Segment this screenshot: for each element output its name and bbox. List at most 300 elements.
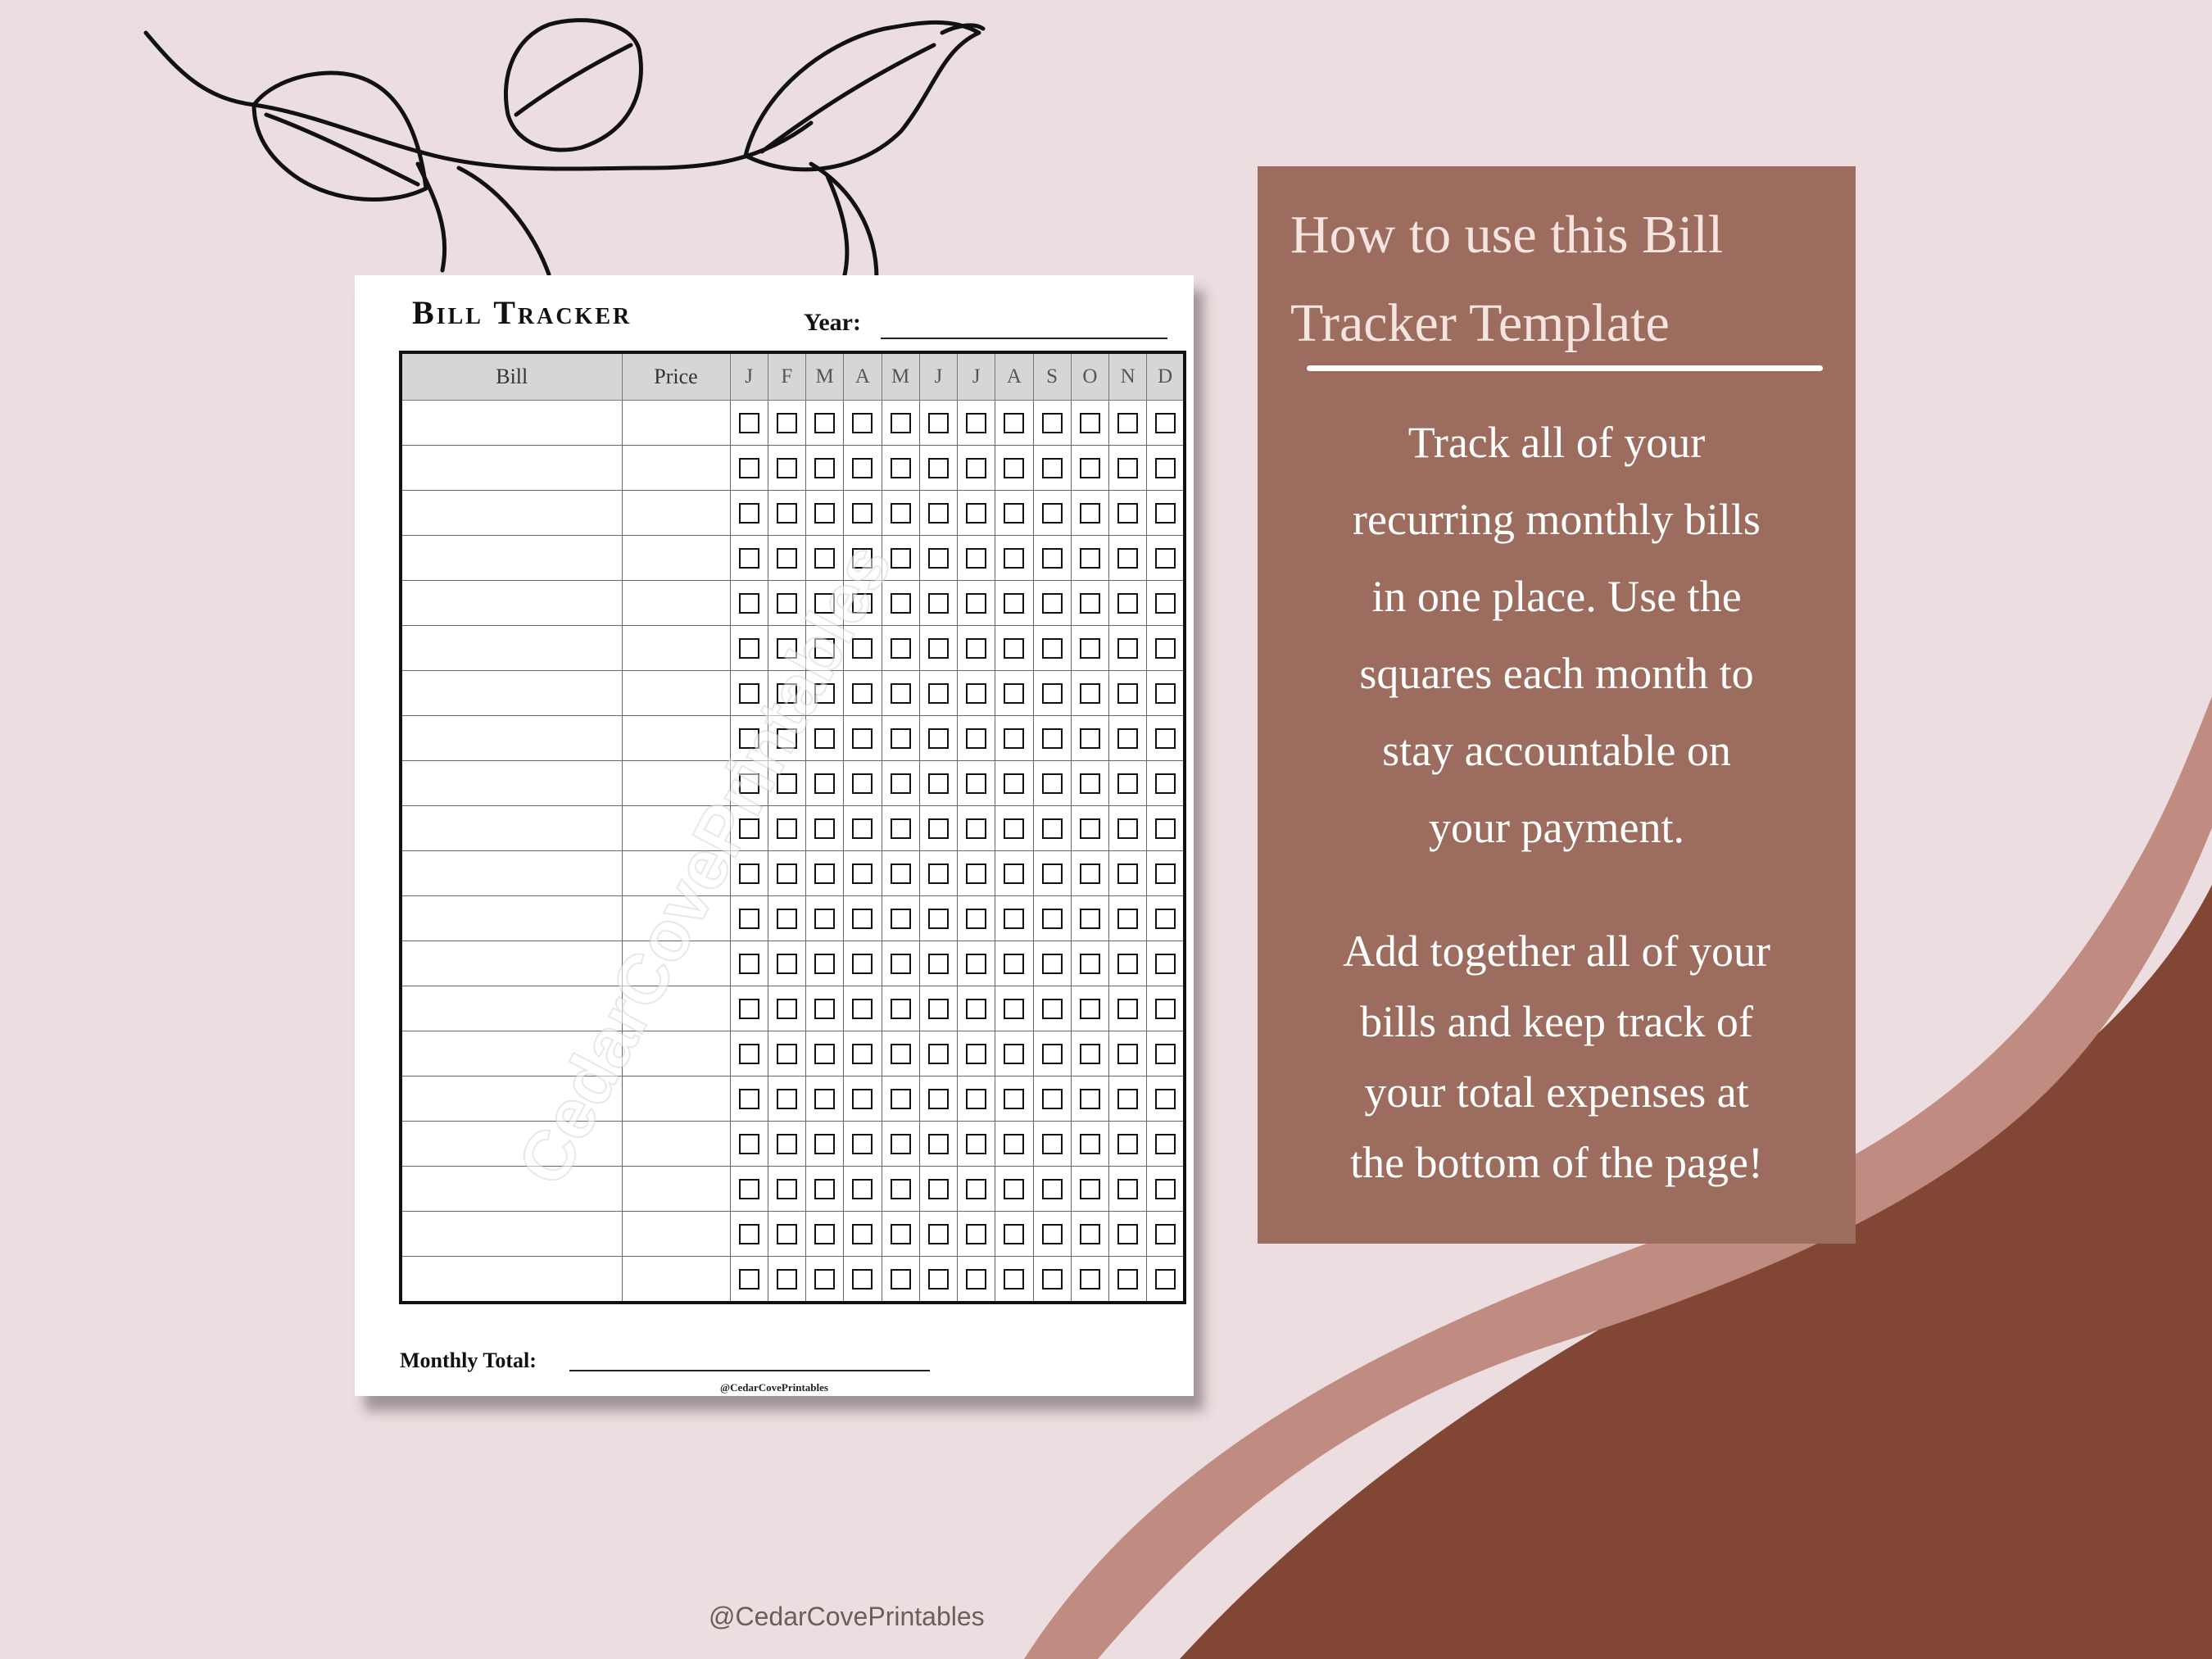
- month-cell: [1071, 1077, 1108, 1122]
- checkbox-square: [1004, 728, 1024, 749]
- checkbox-square: [1042, 999, 1063, 1019]
- month-cell: [844, 1122, 882, 1167]
- month-cell: [730, 446, 768, 491]
- price-cell: [622, 761, 730, 806]
- month-cell: [882, 671, 919, 716]
- checkbox-square: [852, 503, 873, 524]
- checkbox-square: [1155, 1269, 1176, 1290]
- checkbox-square: [814, 683, 835, 704]
- month-cell: [958, 806, 995, 851]
- checkbox-square: [891, 1044, 911, 1064]
- bill-cell: [401, 626, 622, 671]
- checkbox-square: [1117, 1179, 1138, 1199]
- month-cell: [806, 806, 844, 851]
- month-cell: [1109, 1077, 1147, 1122]
- year-blank-line: [881, 338, 1167, 339]
- checkbox-square: [777, 863, 797, 884]
- checkbox-square: [777, 728, 797, 749]
- checkbox-square: [814, 1224, 835, 1244]
- checkbox-square: [891, 1269, 911, 1290]
- month-column-header: J: [958, 352, 995, 401]
- checkbox-square: [1004, 909, 1024, 929]
- checkbox-square: [1042, 548, 1063, 569]
- checkbox-square: [1117, 548, 1138, 569]
- month-cell: [919, 716, 957, 761]
- month-cell: [1033, 1257, 1071, 1303]
- checkbox-square: [1004, 1224, 1024, 1244]
- checkbox-square: [777, 999, 797, 1019]
- table-row: [401, 626, 1185, 671]
- month-cell: [882, 581, 919, 626]
- checkbox-square: [1117, 954, 1138, 974]
- month-cell: [919, 581, 957, 626]
- price-cell: [622, 986, 730, 1031]
- checkbox-square: [928, 818, 949, 839]
- bill-column-header: Bill: [401, 352, 622, 401]
- instructions-panel: [1258, 166, 1856, 1244]
- month-cell: [995, 671, 1033, 716]
- month-cell: [768, 1031, 805, 1077]
- checkbox-square: [1117, 1089, 1138, 1109]
- checkbox-square: [739, 1179, 759, 1199]
- month-cell: [1147, 671, 1185, 716]
- table-row: [401, 1031, 1185, 1077]
- checkbox-square: [1155, 954, 1176, 974]
- month-cell: [806, 626, 844, 671]
- table-row: [401, 401, 1185, 446]
- monthly-total-blank-line: [569, 1370, 930, 1371]
- checkbox-square: [1042, 593, 1063, 614]
- month-cell: [730, 626, 768, 671]
- table-row: [401, 896, 1185, 941]
- month-cell: [806, 761, 844, 806]
- checkbox-square: [777, 1224, 797, 1244]
- bill-cell: [401, 851, 622, 896]
- checkbox-square: [1117, 638, 1138, 659]
- price-column-header: Price: [622, 352, 730, 401]
- month-cell: [768, 536, 805, 581]
- checkbox-square: [928, 863, 949, 884]
- month-cell: [1033, 536, 1071, 581]
- month-cell: [919, 491, 957, 536]
- checkbox-square: [1042, 1134, 1063, 1154]
- checkbox-square: [1080, 728, 1100, 749]
- checkbox-square: [928, 593, 949, 614]
- checkbox-square: [852, 593, 873, 614]
- month-cell: [882, 446, 919, 491]
- month-cell: [882, 806, 919, 851]
- checkbox-square: [928, 1224, 949, 1244]
- instructions-title: [1290, 191, 1815, 368]
- month-cell: [958, 536, 995, 581]
- month-cell: [1033, 941, 1071, 986]
- month-cell: [1071, 1212, 1108, 1257]
- month-cell: [1071, 986, 1108, 1031]
- month-cell: [1147, 536, 1185, 581]
- month-cell: [768, 941, 805, 986]
- bill-cell: [401, 1031, 622, 1077]
- bill-tracker-table: [399, 351, 1186, 1304]
- bill-cell: [401, 761, 622, 806]
- checkbox-square: [739, 503, 759, 524]
- checkbox-square: [1080, 1224, 1100, 1244]
- bill-cell: [401, 446, 622, 491]
- month-cell: [919, 1122, 957, 1167]
- month-cell: [1033, 446, 1071, 491]
- price-cell: [622, 671, 730, 716]
- year-label: Year:: [804, 309, 861, 336]
- checkbox-square: [966, 1044, 986, 1064]
- checkbox-square: [1080, 909, 1100, 929]
- month-cell: [1033, 1167, 1071, 1212]
- checkbox-square: [1155, 818, 1176, 839]
- month-cell: [1033, 1077, 1071, 1122]
- checkbox-square: [1004, 1269, 1024, 1290]
- bill-cell: [401, 941, 622, 986]
- month-cell: [1109, 626, 1147, 671]
- checkbox-square: [777, 818, 797, 839]
- checkbox-square: [739, 954, 759, 974]
- month-cell: [730, 896, 768, 941]
- checkbox-square: [1117, 818, 1138, 839]
- month-cell: [1147, 761, 1185, 806]
- month-cell: [882, 851, 919, 896]
- month-cell: [1033, 761, 1071, 806]
- month-column-header: S: [1033, 352, 1071, 401]
- checkbox-square: [814, 954, 835, 974]
- month-cell: [882, 536, 919, 581]
- month-cell: [995, 986, 1033, 1031]
- checkbox-square: [1155, 458, 1176, 478]
- month-cell: [1147, 446, 1185, 491]
- month-cell: [1033, 986, 1071, 1031]
- checkbox-square: [777, 1044, 797, 1064]
- checkbox-square: [777, 458, 797, 478]
- month-cell: [1071, 1031, 1108, 1077]
- month-cell: [995, 1167, 1033, 1212]
- table-row: [401, 671, 1185, 716]
- month-cell: [919, 1257, 957, 1303]
- month-cell: [1071, 896, 1108, 941]
- month-cell: [958, 1031, 995, 1077]
- bill-cell: [401, 896, 622, 941]
- month-column-header: F: [768, 352, 805, 401]
- checkbox-square: [1080, 773, 1100, 794]
- month-cell: [995, 446, 1033, 491]
- month-cell: [844, 491, 882, 536]
- checkbox-square: [1080, 1269, 1100, 1290]
- checkbox-square: [739, 548, 759, 569]
- checkbox-square: [814, 818, 835, 839]
- month-cell: [882, 716, 919, 761]
- checkbox-square: [814, 773, 835, 794]
- paragraph-line: Track all of your: [1407, 418, 1706, 467]
- month-cell: [958, 401, 995, 446]
- checkbox-square: [739, 728, 759, 749]
- table-row: [401, 986, 1185, 1031]
- month-cell: [958, 896, 995, 941]
- checkbox-square: [777, 548, 797, 569]
- title-line: Tracker Template: [1290, 293, 1670, 353]
- monthly-total-label: Monthly Total:: [400, 1349, 537, 1372]
- checkbox-square: [814, 503, 835, 524]
- month-cell: [806, 581, 844, 626]
- month-cell: [1109, 401, 1147, 446]
- checkbox-square: [1042, 413, 1063, 433]
- table-row: [401, 536, 1185, 581]
- month-cell: [1109, 716, 1147, 761]
- month-cell: [844, 896, 882, 941]
- checkbox-square: [852, 728, 873, 749]
- price-cell: [622, 401, 730, 446]
- eucalyptus-branch-icon: [123, 0, 1008, 287]
- checkbox-square: [1004, 773, 1024, 794]
- checkbox-square: [1042, 683, 1063, 704]
- sheet-footer-credit: @CedarCovePrintables: [720, 1381, 828, 1394]
- instructions-paragraph-2: [1270, 916, 1843, 1198]
- checkbox-square: [1117, 1044, 1138, 1064]
- paragraph-line: bills and keep track of: [1360, 997, 1753, 1046]
- checkbox-square: [852, 683, 873, 704]
- checkbox-square: [777, 954, 797, 974]
- month-cell: [919, 986, 957, 1031]
- checkbox-square: [1004, 548, 1024, 569]
- checkbox-square: [1155, 1224, 1176, 1244]
- month-cell: [806, 401, 844, 446]
- table-body: [401, 401, 1185, 1303]
- price-cell: [622, 1077, 730, 1122]
- checkbox-square: [739, 593, 759, 614]
- month-cell: [882, 1167, 919, 1212]
- checkbox-square: [852, 1134, 873, 1154]
- checkbox-square: [852, 1269, 873, 1290]
- month-cell: [1033, 716, 1071, 761]
- checkbox-square: [1117, 1224, 1138, 1244]
- month-cell: [995, 1077, 1033, 1122]
- checkbox-square: [891, 1179, 911, 1199]
- checkbox-square: [891, 1089, 911, 1109]
- checkbox-square: [1155, 548, 1176, 569]
- paragraph-line: the bottom of the page!: [1350, 1138, 1763, 1187]
- price-cell: [622, 446, 730, 491]
- month-cell: [995, 1031, 1033, 1077]
- bill-tracker-sheet: [355, 275, 1194, 1396]
- checkbox-square: [1080, 638, 1100, 659]
- month-cell: [1109, 491, 1147, 536]
- month-cell: [1033, 1031, 1071, 1077]
- checkbox-square: [777, 593, 797, 614]
- checkbox-square: [1080, 954, 1100, 974]
- checkbox-square: [966, 458, 986, 478]
- checkbox-square: [1117, 909, 1138, 929]
- bill-cell: [401, 1257, 622, 1303]
- checkbox-square: [966, 1179, 986, 1199]
- table-row: [401, 806, 1185, 851]
- month-cell: [1071, 536, 1108, 581]
- checkbox-square: [1004, 1134, 1024, 1154]
- month-cell: [1109, 581, 1147, 626]
- month-cell: [1071, 491, 1108, 536]
- checkbox-square: [891, 548, 911, 569]
- checkbox-square: [1004, 683, 1024, 704]
- month-cell: [995, 1212, 1033, 1257]
- month-cell: [1147, 986, 1185, 1031]
- month-cell: [995, 536, 1033, 581]
- month-cell: [730, 1031, 768, 1077]
- bill-cell: [401, 401, 622, 446]
- checkbox-square: [777, 773, 797, 794]
- month-cell: [1071, 401, 1108, 446]
- table-row: [401, 761, 1185, 806]
- paragraph-line: your payment.: [1429, 803, 1684, 852]
- month-cell: [995, 1257, 1033, 1303]
- checkbox-square: [739, 1089, 759, 1109]
- price-cell: [622, 896, 730, 941]
- month-cell: [1109, 1167, 1147, 1212]
- month-cell: [919, 446, 957, 491]
- month-cell: [919, 806, 957, 851]
- month-cell: [1147, 581, 1185, 626]
- checkbox-square: [928, 1134, 949, 1154]
- month-cell: [730, 1257, 768, 1303]
- checkbox-square: [1117, 863, 1138, 884]
- bill-cell: [401, 581, 622, 626]
- month-cell: [995, 716, 1033, 761]
- checkbox-square: [814, 1044, 835, 1064]
- bill-cell: [401, 1122, 622, 1167]
- checkbox-square: [1080, 863, 1100, 884]
- month-cell: [1109, 761, 1147, 806]
- checkbox-square: [891, 593, 911, 614]
- month-cell: [1109, 1122, 1147, 1167]
- checkbox-square: [739, 683, 759, 704]
- month-cell: [882, 761, 919, 806]
- checkbox-square: [1080, 503, 1100, 524]
- price-cell: [622, 851, 730, 896]
- month-cell: [882, 1077, 919, 1122]
- checkbox-square: [1004, 638, 1024, 659]
- checkbox-square: [966, 548, 986, 569]
- month-cell: [1147, 1257, 1185, 1303]
- month-cell: [1147, 1122, 1185, 1167]
- checkbox-square: [852, 413, 873, 433]
- month-cell: [958, 1257, 995, 1303]
- month-cell: [1109, 806, 1147, 851]
- price-cell: [622, 716, 730, 761]
- checkbox-square: [1004, 818, 1024, 839]
- checkbox-square: [1080, 1134, 1100, 1154]
- checkbox-square: [814, 413, 835, 433]
- checkbox-square: [814, 1134, 835, 1154]
- checkbox-square: [1042, 1224, 1063, 1244]
- checkbox-square: [928, 503, 949, 524]
- title-line: How to use this Bill: [1290, 205, 1724, 265]
- month-cell: [1109, 896, 1147, 941]
- checkbox-square: [966, 1269, 986, 1290]
- month-cell: [844, 716, 882, 761]
- month-cell: [844, 626, 882, 671]
- month-cell: [730, 941, 768, 986]
- checkbox-square: [891, 1224, 911, 1244]
- month-cell: [1071, 851, 1108, 896]
- month-cell: [730, 851, 768, 896]
- checkbox-square: [928, 1179, 949, 1199]
- month-cell: [995, 761, 1033, 806]
- month-cell: [919, 761, 957, 806]
- month-cell: [806, 941, 844, 986]
- table-row: [401, 1257, 1185, 1303]
- month-cell: [919, 941, 957, 986]
- checkbox-square: [1080, 1179, 1100, 1199]
- checkbox-square: [966, 413, 986, 433]
- checkbox-square: [928, 638, 949, 659]
- month-cell: [730, 671, 768, 716]
- month-cell: [882, 896, 919, 941]
- month-column-header: M: [882, 352, 919, 401]
- table-row: [401, 446, 1185, 491]
- month-cell: [1033, 1212, 1071, 1257]
- checkbox-square: [814, 909, 835, 929]
- month-cell: [844, 806, 882, 851]
- checkbox-square: [1042, 818, 1063, 839]
- month-cell: [919, 626, 957, 671]
- checkbox-square: [966, 683, 986, 704]
- checkbox-square: [928, 1269, 949, 1290]
- table-row: [401, 581, 1185, 626]
- checkbox-square: [966, 1089, 986, 1109]
- checkbox-square: [777, 683, 797, 704]
- checkbox-square: [1155, 683, 1176, 704]
- checkbox-square: [891, 1134, 911, 1154]
- month-cell: [1033, 581, 1071, 626]
- checkbox-square: [777, 638, 797, 659]
- month-cell: [1109, 1031, 1147, 1077]
- checkbox-square: [814, 458, 835, 478]
- month-cell: [1071, 716, 1108, 761]
- checkbox-square: [1080, 458, 1100, 478]
- month-cell: [844, 1257, 882, 1303]
- price-cell: [622, 1031, 730, 1077]
- month-cell: [844, 986, 882, 1031]
- month-cell: [768, 1122, 805, 1167]
- month-cell: [958, 941, 995, 986]
- month-cell: [995, 581, 1033, 626]
- month-cell: [919, 1031, 957, 1077]
- month-cell: [768, 1212, 805, 1257]
- checkbox-square: [928, 909, 949, 929]
- checkbox-square: [1155, 1044, 1176, 1064]
- price-cell: [622, 536, 730, 581]
- bill-cell: [401, 1212, 622, 1257]
- month-cell: [768, 806, 805, 851]
- checkbox-square: [928, 728, 949, 749]
- month-cell: [768, 671, 805, 716]
- checkbox-square: [814, 638, 835, 659]
- checkbox-square: [1080, 999, 1100, 1019]
- paragraph-line: recurring monthly bills: [1353, 495, 1761, 544]
- checkbox-square: [1155, 1179, 1176, 1199]
- month-cell: [919, 1167, 957, 1212]
- checkbox-square: [891, 413, 911, 433]
- checkbox-square: [1042, 728, 1063, 749]
- checkbox-square: [1117, 458, 1138, 478]
- month-cell: [806, 1031, 844, 1077]
- month-cell: [995, 401, 1033, 446]
- checkbox-square: [891, 638, 911, 659]
- table-row: [401, 1167, 1185, 1212]
- checkbox-square: [1004, 413, 1024, 433]
- month-cell: [995, 851, 1033, 896]
